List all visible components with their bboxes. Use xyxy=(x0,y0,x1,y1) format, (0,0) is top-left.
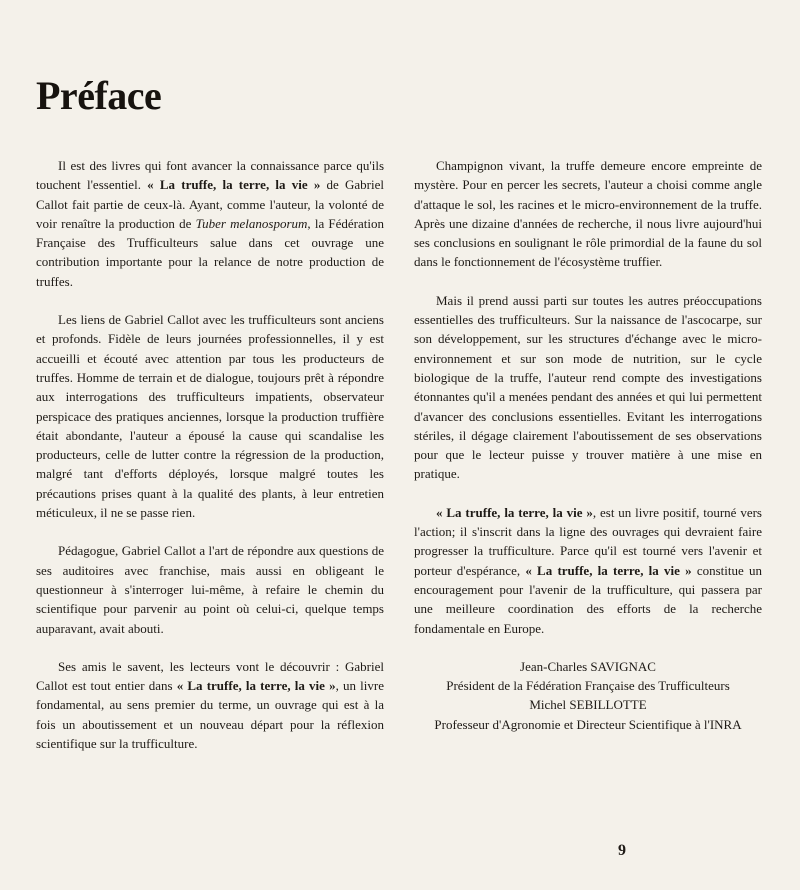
text-segment: Champignon vivant, la truffe demeure encore empreinte de mystère. Pour en percer les secrets, l'auteur a choisi comme angle d'attaque le sol, les racines et le micro-environnement de la truffe. Après une dizaine d'années de recherche, il nous livre aujourd'hui ses conclusions en soulignant le rôle primordial de la faune du sol dans le fonctionnement de l'écosystème truffier. xyxy=(414,158,762,270)
text-segment: , la Fédération Française des Trufficulteurs salue dans cet ouvrage une contribution importante pour la relance de notre production de truffes. xyxy=(36,215,384,289)
paragraph xyxy=(36,310,384,522)
paragraph xyxy=(414,503,762,638)
signature-role-2: Professeur d'Agronomie et Directeur Scientifique à l'INRA xyxy=(434,716,742,732)
paragraph xyxy=(36,156,384,291)
text-segment: de Gabriel Callot fait partie de ceux-là. Ayant, comme l'auteur, la volonté de voir renaître la production de xyxy=(36,177,384,231)
text-segment: , est un livre positif, tourné vers l'action; il s'inscrit dans la ligne des ouvrages qui devraient faire progresser la trufficulture. Parce qu'il est tourné vers l'avenir et porteur d'espérance, xyxy=(414,504,762,578)
signature-role-1: Président de la Fédération Française des Trufficulteurs xyxy=(446,678,730,694)
paragraph xyxy=(414,291,762,484)
text-segment: , un livre fondamental, au sens premier du terme, un ouvrage qui est à la fois un aboutissement et un nouveau départ pour la réflexion scientifique sur la trufficulture. xyxy=(36,678,384,752)
signature-block xyxy=(414,657,762,734)
book-title-bold: « La truffe, la terre, la vie » xyxy=(525,562,692,578)
page-title: Préface xyxy=(36,73,162,118)
book-title-bold: « La truffe, la terre, la vie » xyxy=(147,177,321,193)
book-title-bold: « La truffe, la terre, la vie » xyxy=(176,678,336,694)
signature-name-2: Michel SEBILLOTTE xyxy=(529,697,647,713)
left-column xyxy=(36,156,384,772)
species-name-italic: Tuber melanosporum xyxy=(195,215,308,231)
right-column xyxy=(414,156,762,734)
text-segment: Les liens de Gabriel Callot avec les trufficulteurs sont anciens et profonds. Fidèle de leurs journées professionnelles, il y est accueilli et écouté avec attention par tous les producteurs de truffes. Homme de terrain et de dialogue, toujours prêt à répondre aux interrogations des trufficulteurs impatients, observateur perspicace des pratiques anciennes, lorsque la production truffière était abondante, l'auteur a épousé la cause qui scandalise les producteurs, celle de lutter contre la régression de la production, malgré tant d'efforts déployés, lorsque malgré toutes les précautions prises quant à la qualité des plants, à leur entretien méticuleux, il ne se passe rien. xyxy=(36,312,384,521)
page-number: 9 xyxy=(618,842,626,859)
text-segment: Mais il prend aussi parti sur toutes les autres préoccupations essentielles des trufficulteurs. Sur la naissance de l'ascocarpe, sur son développement, sur les structures d'échange avec le micro-environnement et sur son mode de nutrition, sur le cycle biologique de la truffe, l'auteur rend compte des investigations étonnantes qu'il a menées pendant des années et qui lui permettent d'avancer des conclusions essentielles. Evitant les interrogations stériles, il dégage clairement l'aboutissement de ses observations pour que le lecteur puisse y trouver matière à une mise en pratique. xyxy=(414,292,762,482)
text-segment: Il est des livres qui font avancer la connaissance parce qu'ils touchent l'essentiel. xyxy=(36,158,384,193)
right-column-body xyxy=(414,156,762,638)
text-segment: constitue un encouragement pour l'avenir de la trufficulture, qui passera par une meilleure coordination des efforts de la recherche fondamentale en Europe. xyxy=(414,562,762,636)
paragraph xyxy=(36,657,384,753)
signature-name-1: Jean-Charles SAVIGNAC xyxy=(520,658,656,674)
book-title-bold: « La truffe, la terre, la vie » xyxy=(436,504,593,520)
text-segment: Pédagogue, Gabriel Callot a l'art de répondre aux questions de ses auditoires avec franchise, mais aussi en obligeant le questionneur à s'interroger lui-même, à refaire le chemin du scientifique pour parvenir au point où celui-ci, quelque temps auparavant, avait abouti. xyxy=(36,543,384,636)
paragraph xyxy=(36,541,384,637)
text-segment: Ses amis le savent, les lecteurs vont le découvrir : Gabriel Callot est tout entier dans xyxy=(36,658,384,694)
paragraph xyxy=(414,156,762,272)
